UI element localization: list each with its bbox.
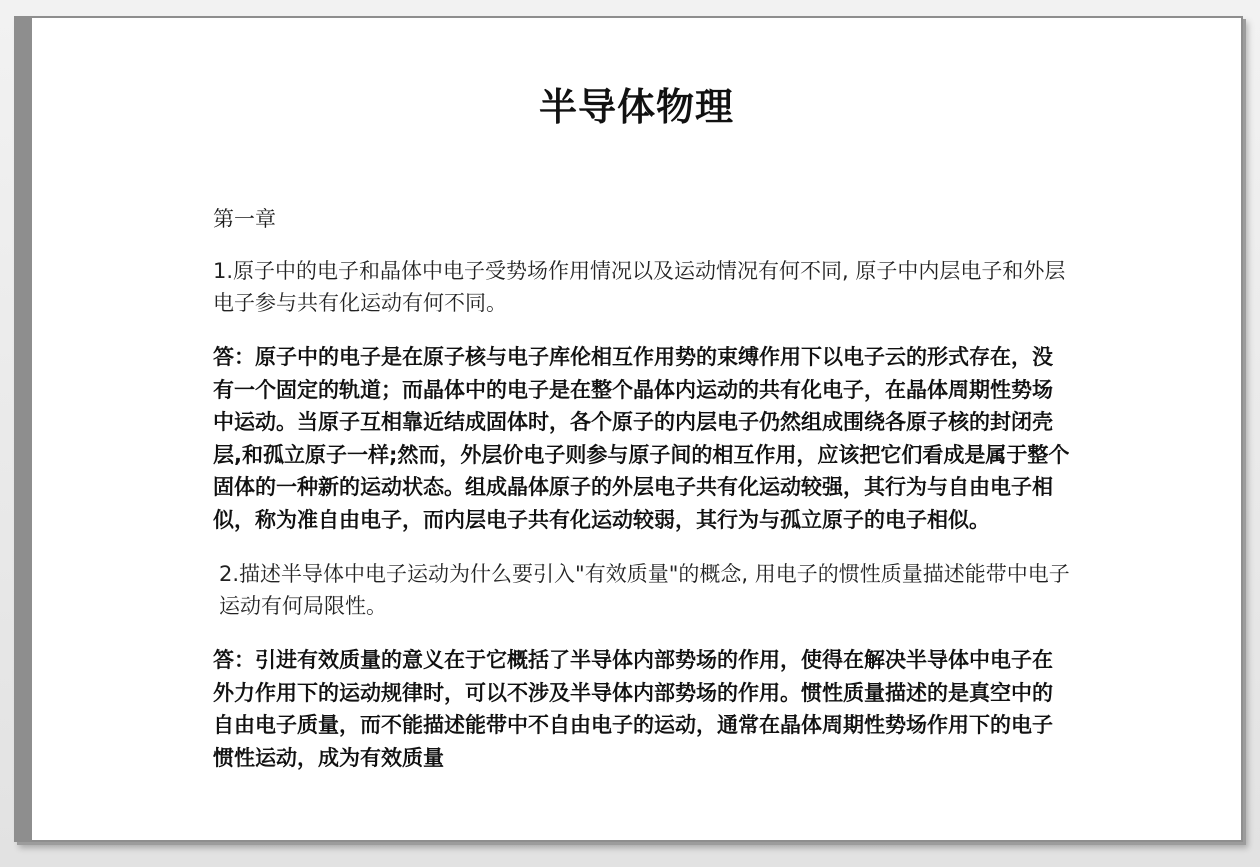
answer-1: 答：原子中的电子是在原子核与电子库伦相互作用势的束缚作用下以电子云的形式存在，没有一个固定的轨道；而晶体中的电子是在整个晶体内运动的共有化电子，在晶体周期性势场中运动。当原子互相靠近结成固体时，各个原子的内层电子仍然组成围绕各原子核的封闭壳层,和孤立原子一样;然而，外层价电子则参与原子间的相互作用，应该把它们看成是属于整个固体的一种新的运动状态。组成晶体原子的外层电子共有化运动较强，其行为与自由电子相似，称为准自由电子，而内层电子共有化运动较弱，其行为与孤立原子的电子相似。 bbox=[213, 345, 1070, 532]
chapter-heading: 第一章 bbox=[213, 207, 276, 231]
page-title: 半导体物理 bbox=[538, 85, 734, 129]
question-1: 1.原子中的电子和晶体中电子受势场作用情况以及运动情况有何不同, 原子中内层电子和外层电子参与共有化运动有何不同。 bbox=[213, 259, 1066, 315]
answer-2: 答：引进有效质量的意义在于它概括了半导体内部势场的作用，使得在解决半导体中电子在外力作用下的运动规律时，可以不涉及半导体内部势场的作用。惯性质量描述的是真空中的自由电子质量，而不能描述能带中不自由电子的运动，通常在晶体周期性势场作用下的电子惯性运动，成为有效质量 bbox=[213, 648, 1053, 770]
document-page bbox=[14, 16, 1243, 842]
page-content bbox=[213, 203, 1073, 796]
question-2: 2.描述半导体中电子运动为什么要引入"有效质量"的概念, 用电子的惯性质量描述能带中电子运动有何局限性。 bbox=[219, 562, 1070, 618]
